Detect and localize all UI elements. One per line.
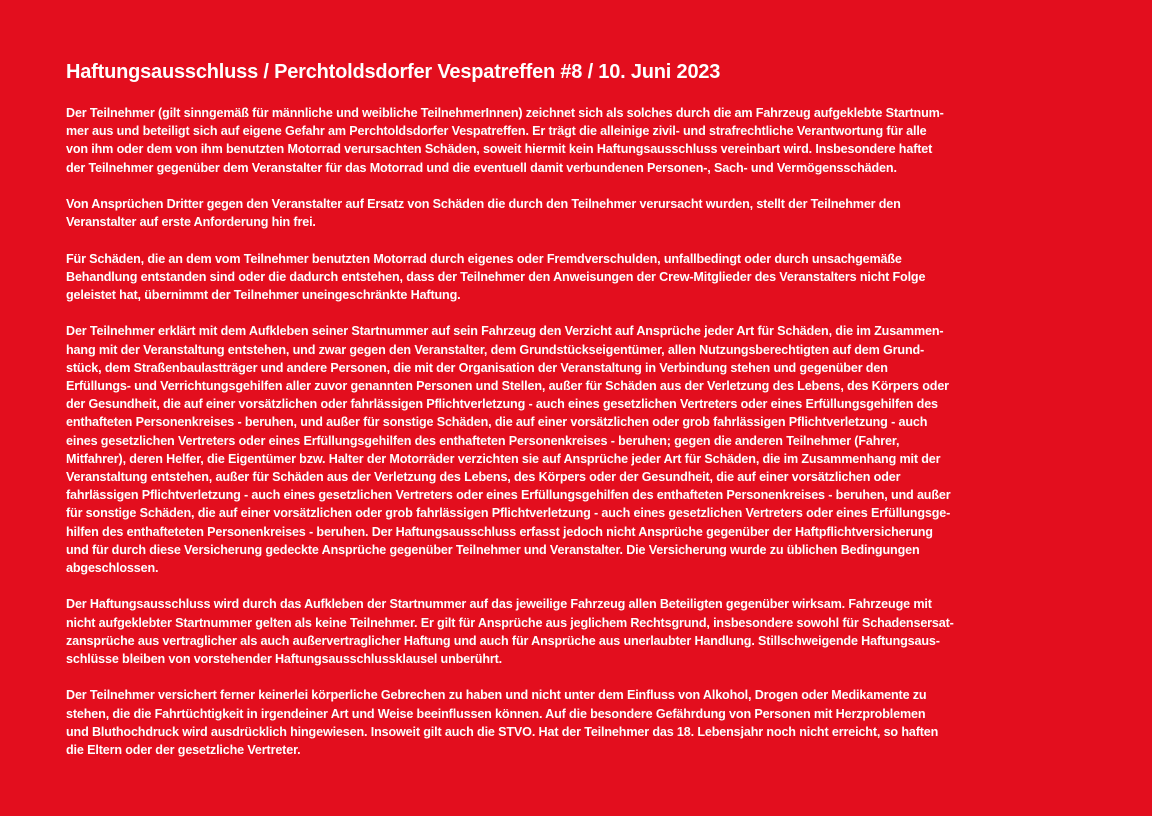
paragraph-line: eines gesetzlichen Vertreters oder eines Erfüllungsgehilfen des enthafteten Personenkreises - beruhen; gegen die anderen Teilnehmer (Fahrer, bbox=[66, 433, 900, 448]
paragraph-line: Veranstalter auf erste Anforderung hin frei. bbox=[66, 215, 316, 230]
paragraph-line: nicht aufgeklebter Startnummer gelten als keine Teilnehmer. Er gilt für Ansprüche aus jeglichem Rechtsgrund, insbesondere sowohl für Schadensersat- bbox=[66, 615, 954, 630]
paragraph-line: mer aus und beteiligt sich auf eigene Gefahr am Perchtoldsdorfer Vespatreffen. Er trägt die alleinige zivil- und strafrechtliche Verantwortung für alle bbox=[66, 124, 927, 139]
paragraph-line: Für Schäden, die an dem vom Teilnehmer benutzten Motorrad durch eigenes oder Fremdverschulden, unfallbedingt oder durch unsachgemäße bbox=[66, 251, 902, 266]
paragraph-line: Der Teilnehmer (gilt sinngemäß für männliche und weibliche TeilnehmerInnen) zeichnet sich als solches durch die am Fahrzeug aufgeklebte Startnum- bbox=[66, 106, 944, 120]
paragraph-line: Der Haftungsausschluss wird durch das Aufkleben der Startnummer auf das jeweilige Fahrzeug allen Beteiligten gegenüber wirksam. Fahrzeuge mit bbox=[66, 597, 932, 612]
paragraph-3 bbox=[66, 250, 1090, 305]
paragraph-line: Veranstaltung entstehen, außer für Schäden aus der Verletzung des Lebens, des Körpers oder der Gesundheit, die auf einer vorsätzlichen oder bbox=[66, 470, 901, 485]
paragraph-line: zansprüche aus vertraglicher als auch außervertraglicher Haftung und auch für Ansprüche aus unerlaubter Handlung. Stillschweigende Haftungsaus- bbox=[66, 633, 940, 648]
paragraph-line: Der Teilnehmer erklärt mit dem Aufkleben seiner Startnummer auf sein Fahrzeug den Verzicht auf Ansprüche jeder Art für Schäden, die im Zusammen- bbox=[66, 324, 944, 339]
paragraph-6 bbox=[66, 686, 1090, 759]
document-body bbox=[66, 104, 1090, 759]
paragraph-line: stück, dem Straßenbaulastträger und andere Personen, die mit der Organisation der Veranstaltung in Verbindung stehen und gegenüber den bbox=[66, 360, 888, 375]
paragraph-line: abgeschlossen. bbox=[66, 561, 159, 576]
paragraph-line: enthafteten Personenkreises - beruhen, und außer für sonstige Schäden, die auf einer vorsätzlichen oder grob fahrlässigen Pflichtverletzung - auch bbox=[66, 415, 928, 430]
paragraph-line: geleistet hat, übernimmt der Teilnehmer uneingeschränkte Haftung. bbox=[66, 288, 461, 302]
paragraph-line: fahrlässigen Pflichtverletzung - auch eines gesetzlichen Vertreters oder eines Erfüllungsgehilfen des enthafteten Personenkreises - beruhen, und außer bbox=[66, 488, 951, 503]
paragraph-line: und Bluthochdruck wird ausdrücklich hingewiesen. Insoweit gilt auch die STVO. Hat der Teilnehmer das 18. Lebensjahr noch nicht erreicht, so haften bbox=[66, 724, 939, 739]
paragraph-line: schlüsse bleiben von vorstehender Haftungsausschlussklausel unberührt. bbox=[66, 652, 503, 667]
document-title: Haftungsausschluss / Perchtoldsdorfer Vespatreffen #8 / 10. Juni 2023 bbox=[66, 61, 721, 83]
paragraph-1 bbox=[66, 104, 1090, 177]
paragraph-line: Erfüllungs- und Verrichtungsgehilfen aller zuvor genannten Personen und Stellen, außer für Schäden aus der Verletzung des Lebens, des Körpers oder bbox=[66, 379, 949, 393]
paragraph-line: für sonstige Schäden, die auf einer vorsätzlichen oder grob fahrlässigen Pflichtverletzung - auch eines gesetzlichen Vertreters oder eines Erfüllungsge- bbox=[66, 506, 951, 521]
paragraph-4 bbox=[66, 322, 1090, 577]
paragraph-line: Von Ansprüchen Dritter gegen den Veranstalter auf Ersatz von Schäden die durch den Teilnehmer verursacht wurden, stellt der Teilnehmer den bbox=[66, 197, 901, 211]
paragraph-line: Der Teilnehmer versichert ferner keinerlei körperliche Gebrechen zu haben und nicht unter dem Einfluss von Alkohol, Drogen oder Medikamente zu bbox=[66, 688, 927, 703]
paragraph-line: die Eltern oder der gesetzliche Vertreter. bbox=[66, 743, 301, 758]
paragraph-5 bbox=[66, 595, 1090, 668]
paragraph-line: Behandlung entstanden sind oder die dadurch entstehen, dass der Teilnehmer den Anweisungen der Crew-Mitglieder des Veranstalters nicht Folge bbox=[66, 269, 926, 284]
paragraph-line: hilfen des enthafteteten Personenkreises - beruhen. Der Haftungsausschluss erfasst jedoch nicht Ansprüche gegenüber der Haftpflichtversicherung bbox=[66, 524, 933, 539]
paragraph-2 bbox=[66, 195, 1090, 231]
paragraph-line: von ihm oder dem von ihm benutzten Motorrad verursachten Schäden, soweit hiermit kein Haftungsausschluss vereinbart wird. Insbesondere haftet bbox=[66, 142, 933, 157]
paragraph-line: der Gesundheit, die auf einer vorsätzlichen oder fahrlässigen Pflichtverletzung - auch eines gesetzlichen Vertreters oder eines Erfüllungsgehilfen des bbox=[66, 397, 938, 412]
paragraph-line: und für durch diese Versicherung gedeckte Ansprüche gegenüber Teilnehmer und Veranstalter. Die Versicherung wurde zu üblichen Bedingungen bbox=[66, 542, 920, 557]
paragraph-line: der Teilnehmer gegenüber dem Veranstalter für das Motorrad und die eventuell damit verbundenen Personen-, Sach- und Vermögensschäden. bbox=[66, 160, 897, 175]
paragraph-line: hang mit der Veranstaltung entstehen, und zwar gegen den Veranstalter, dem Grundstückseigentümer, allen Nutzungsberechtigten auf dem Grund- bbox=[66, 342, 925, 357]
paragraph-line: stehen, die die Fahrtüchtigkeit in irgendeiner Art und Weise beeinflussen können. Auf die besondere Gefährdung von Personen mit Herzproblemen bbox=[66, 706, 926, 721]
paragraph-line: Mitfahrer), deren Helfer, die Eigentümer bzw. Halter der Motorräder verzichten sie auf Ansprüche jeder Art für Schäden, die im Zusammenhang mit der bbox=[66, 451, 941, 466]
